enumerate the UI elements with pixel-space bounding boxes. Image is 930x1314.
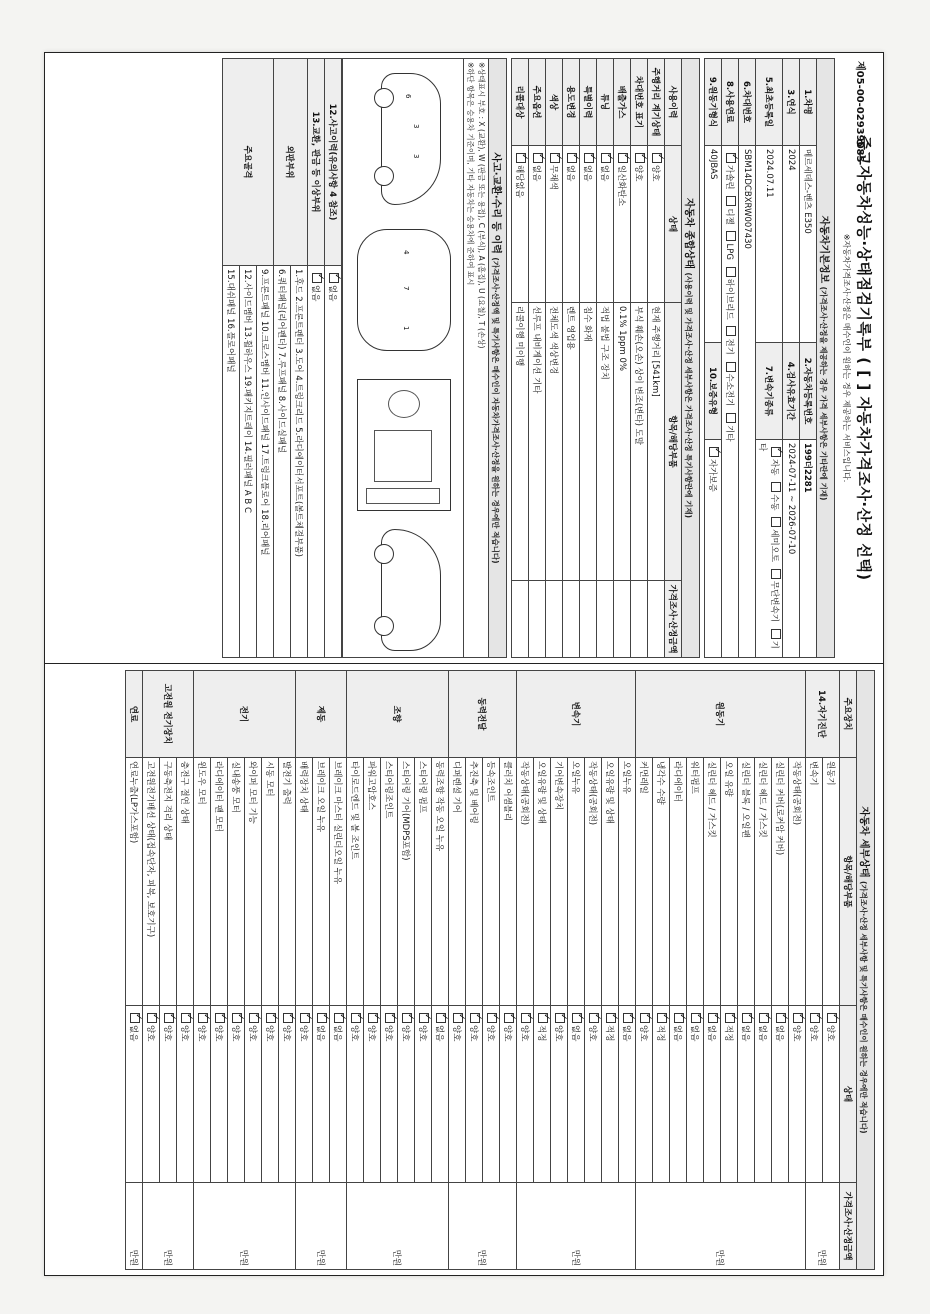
table-row: 실린더 커버(로커암 커버) ✓없음 bbox=[772, 671, 789, 1270]
table-row: 추진축 및 베어링 ✓양호 bbox=[466, 671, 483, 1270]
overview-heading: 자동차 종합상태 (사용이력 및 가격조사·산정 세부사항은 가격조사·산정 특기사항란에 기재) bbox=[682, 59, 700, 658]
table-row: 원동기 작동상태(공회전) ✓양호 만원 bbox=[789, 671, 806, 1270]
table-row: 스티어링조인트 ✓양호 bbox=[381, 671, 398, 1270]
checkbox-icon bbox=[130, 1013, 140, 1023]
checkbox-icon bbox=[351, 1013, 361, 1023]
table-row: 6.차대번호 SBM14DCBXRW007430 bbox=[739, 59, 756, 658]
basic-info-heading: 자동차기본정보 (가격조사·산정을 제공하는 경우 가격 세부사항은 기타란에 기재) bbox=[817, 59, 835, 658]
car-side-left-icon: 3 3 6 bbox=[381, 73, 441, 205]
table-row: 브레이크 오일 누유 ✓없음 bbox=[313, 671, 330, 1270]
accident-table bbox=[463, 58, 507, 658]
table-row: 주행거리 계기상태 ✓양호 현재 주행거리 [541km] bbox=[648, 59, 665, 658]
checkbox-icon bbox=[771, 517, 781, 527]
left-half bbox=[45, 53, 883, 664]
vehicle-diagram bbox=[342, 58, 463, 658]
table-row: 3.연식 2024 4.검사유효기간 2024-07-11 ~ 2026-07-10 bbox=[783, 59, 800, 658]
car-top-icon: 7 4 1 bbox=[357, 229, 451, 351]
table-row: 전기 발전기 출력 ✓양호 만원 bbox=[279, 671, 296, 1270]
transmission-options: ✓자동 수동 세미오토 무단변속기 기타 bbox=[756, 440, 783, 658]
accident-heading: 사고·교환·수리 등 이력 (가격조사·산정액 및 특기사항은 매수인이 자동차가격조사·산정을 원하는 경우에만 적습니다) bbox=[489, 59, 507, 658]
checkbox-icon bbox=[487, 1013, 497, 1023]
table-row: 작동상태(공회전) ✓양호 bbox=[585, 671, 602, 1270]
checkbox-icon bbox=[759, 1013, 769, 1023]
table-row: 제동 브레이크 마스터 실린더오일 누유 ✓없음 만원 bbox=[330, 671, 347, 1270]
checkbox-icon bbox=[726, 231, 736, 241]
car-side-right-icon bbox=[381, 529, 441, 651]
table-row: 기어변속장치 ✓양호 bbox=[551, 671, 568, 1270]
table-row: 디퍼렌셜 기어 ✓양호 bbox=[449, 671, 466, 1270]
checkbox-icon bbox=[742, 1013, 752, 1023]
checkbox-icon bbox=[657, 1013, 667, 1023]
document-number: 제05-00-02939085 bbox=[854, 61, 865, 163]
checkbox-icon bbox=[436, 1013, 446, 1023]
checkbox-icon bbox=[283, 1013, 293, 1023]
checkbox-icon bbox=[584, 153, 594, 163]
checkbox-icon bbox=[652, 153, 662, 163]
checkbox-icon bbox=[334, 1013, 344, 1023]
checkbox-icon bbox=[726, 267, 736, 277]
table-row: 리콜대상 ✓해당없음 리콜이행 미이행 bbox=[512, 59, 529, 658]
table-row: 9.원동기형식 40JBAS 10.보증유형 ✓자가보증 bbox=[705, 59, 722, 658]
checkbox-icon bbox=[618, 153, 628, 163]
detail-heading: 자동차 세부상태 (가격조사·산정 세부사항 및 특기사항은 매수인이 원하는 경우에만 적습니다) bbox=[857, 671, 875, 1270]
table-row: 오일 유량 ✓적정 bbox=[721, 671, 738, 1270]
checkbox-icon bbox=[827, 1013, 837, 1023]
checkbox-icon bbox=[300, 1013, 310, 1023]
checkbox-icon bbox=[368, 1013, 378, 1023]
table-row: 라디에이터 ✓없음 bbox=[670, 671, 687, 1270]
rotated-page bbox=[45, 53, 883, 1275]
overview-rows bbox=[512, 59, 665, 658]
checkbox-icon bbox=[726, 153, 736, 163]
table-row: 오일누유 ✓없음 bbox=[568, 671, 585, 1270]
document-subtitle: ※자동차가격조사·산정은 매수인이 원하는 경우 제공하는 서비스입니다. bbox=[842, 233, 851, 483]
accident-status-table bbox=[222, 58, 342, 658]
checkbox-icon bbox=[725, 1013, 735, 1023]
checkbox-icon bbox=[215, 1013, 225, 1023]
checkbox-icon bbox=[810, 1013, 820, 1023]
table-row: 등속조인트 ✓양호 bbox=[483, 671, 500, 1270]
checkbox-icon bbox=[550, 153, 560, 163]
table-row: 실린더 헤드 / 가스킷 ✓없음 bbox=[755, 671, 772, 1270]
right-half bbox=[45, 665, 883, 1275]
checkbox-icon bbox=[606, 1013, 616, 1023]
fuel-options: ✓가솔린 디젤 LPG 하이브리드 전기 수소전기 기타 bbox=[722, 146, 739, 658]
table-row: 고전원 전기장치 충전구 절연 상태 ✓양호 만원 bbox=[177, 671, 194, 1270]
table-row: 1.차명 메르세데스-벤츠 E350 2.자동차등록번호 199더2281 bbox=[800, 59, 817, 658]
table-row: 용도변경 ✓없음 렌트 영업용 bbox=[563, 59, 580, 658]
table-row: 시동 모터 ✓양호 bbox=[262, 671, 279, 1270]
checkbox-icon bbox=[317, 1013, 327, 1023]
table-row: 연료 연료누출(LP가스포함) ✓없음 만원 bbox=[126, 671, 143, 1270]
checkbox-icon bbox=[589, 1013, 599, 1023]
table-row: 8.사용연료 ✓가솔린 디젤 LPG 하이브리드 전기 수소전기 기타 bbox=[722, 59, 739, 658]
checkbox-icon bbox=[555, 1013, 565, 1023]
checkbox-icon bbox=[674, 1013, 684, 1023]
table-row: 배력장치 상태 ✓양호 bbox=[296, 671, 313, 1270]
table-row: 5.최초등록일 2024.07.11 7.변속기종류 ✓자동 수동 세미오토 무단변속기 기타 bbox=[756, 59, 783, 658]
table-row: 14.자기진단 원동기 ✓양호 만원 bbox=[823, 671, 840, 1270]
checkbox-icon bbox=[771, 482, 781, 492]
checkbox-icon bbox=[623, 1013, 633, 1023]
checkbox-icon bbox=[181, 1013, 191, 1023]
table-row: 조향 동력조향 작동 오일 누유 ✓없음 만원 bbox=[432, 671, 449, 1270]
table-row: 색상 ✓무채색 전체도색 색상변경 bbox=[546, 59, 563, 658]
checkbox-icon bbox=[198, 1013, 208, 1023]
table-row: 스티어링 기어(MDPS포함) ✓양호 bbox=[398, 671, 415, 1270]
checkbox-icon bbox=[726, 413, 736, 423]
checkbox-icon bbox=[709, 447, 719, 457]
checkbox-icon bbox=[521, 1013, 531, 1023]
table-row: 타이로드엔드 및 볼 조인트 ✓양호 bbox=[347, 671, 364, 1270]
checkbox-icon bbox=[533, 153, 543, 163]
table-row: 6.쿼터패널(리어펜더) 7.루프패널 8.사이드실패널 bbox=[274, 59, 291, 658]
checkbox-icon bbox=[793, 1013, 803, 1023]
table-row: 구동축전지 격리 상태 ✓양호 bbox=[160, 671, 177, 1270]
checkbox-icon bbox=[312, 273, 322, 283]
basic-info-table bbox=[704, 58, 835, 658]
table-row: 특별이력 ✓없음 침수 화재 bbox=[580, 59, 597, 658]
table-row: 파워고압호스 ✓양호 bbox=[364, 671, 381, 1270]
table-row: 실내송풍 모터 ✓양호 bbox=[228, 671, 245, 1270]
table-row: 실린더 헤드 / 가스킷 ✓없음 bbox=[704, 671, 721, 1270]
table-row: 스티어링 펌프 ✓양호 bbox=[415, 671, 432, 1270]
checkbox-icon bbox=[504, 1013, 514, 1023]
table-row: 변속기 오일누유 ✓없음 만원 bbox=[619, 671, 636, 1270]
accident-legend: ※상태표시 부호 : X (교환), W (판금 또는 용접), C (부식), A (흠집), U (요철), T (손상) ※하단 항목은 승용차 기준이며, 기타 자동차는 승용차에 준하여 표시 bbox=[464, 59, 489, 658]
table-row: 변속기 ✓양호 bbox=[806, 671, 823, 1270]
table-row: 13.교환, 판금 등 이상부위 ✓없음 bbox=[308, 59, 325, 658]
table-row: 오일유량 및 상태 ✓적정 bbox=[534, 671, 551, 1270]
table-row: 차대번호 표기 ✓양호 부식 훼손(오손) 상이 변조(변타) 도말 bbox=[631, 59, 648, 658]
checkbox-icon bbox=[232, 1013, 242, 1023]
checkbox-icon bbox=[266, 1013, 276, 1023]
table-row: 실린더 블록 / 오일팬 ✓없음 bbox=[738, 671, 755, 1270]
checkbox-icon bbox=[164, 1013, 174, 1023]
checkbox-icon bbox=[453, 1013, 463, 1023]
table-row: 배출가스 ✓일산화탄소 0.1% 1ppm 0% bbox=[614, 59, 631, 658]
table-row: 윈도우 모터 ✓양호 bbox=[194, 671, 211, 1270]
table-row: 주요골격 9.프론트패널 10.크로스멤버 11.인사이드패널 17.트렁크플로어 18.리어패널 bbox=[257, 59, 274, 658]
checkbox-icon bbox=[708, 1013, 718, 1023]
checkbox-icon bbox=[516, 153, 526, 163]
overview-table: 자동차 종합상태 (사용이력 및 가격조사·산정 세부사항은 가격조사·산정 특기사항란에 기재) 사용이력 상태 항목/해당부품 가격조사·산정금액 주행거리 계기상태 ✓양호 현재 주행거리 [541km] 차대번호 표기 ✓양호 부식 훼손(오손) 상이 변조(변타) 도말 배출가스 ✓일산화탄소 0.1% 1ppm 0% 튜닝 ✓없음 적법 불법 구조 장치 특별이력 ✓없음 침수 화재 용도변경 ✓없음 렌트 영업용 색상 ✓무채색 전체도색 색상변경 주요옵션 ✓없음 선루프 내비게이션 기타 리콜대상 ✓해당없음 리콜이행 미이행 bbox=[511, 58, 700, 658]
checkbox-icon bbox=[419, 1013, 429, 1023]
detail-table: 자동차 세부상태 (가격조사·산정 세부사항 및 특기사항은 매수인이 원하는 경우에만 적습니다) 주요장치 항목/해당부품 상태 가격조사·산정금액 14.자기진단 원동기 ✓양호 만원 변속기 ✓양호 원동기 작동상태(공회전) ✓양호 만원 실린더 커버(로커암 커버) ✓없음 실린더 헤드 / 가스킷 ✓없음 실린더 블록 / 오일팬 ✓없음 오일 유량 ✓적정 실린더 헤드 / 가스킷 ✓없음 워터펌프 ✓없음 라디에이터 ✓없음 냉각수 수량 ✓적정 커먼레일 ✓양호 변속기 오일누유 ✓없음 만원 오일유량 및 상태 ✓적정 작동상태(공회전) ✓양호 오일누유 ✓없음 기어변속장치 ✓양호 오일유량 및 상태 ✓적정 작동상태(공회전) ✓양호 동력전달 클러치 어셈블리 ✓양호 만원 등속조인트 ✓양호 추진축 및 베어링 ✓양호 디퍼렌셜 기어 ✓양호 조향 동력조향 작동 오일 누유 ✓없음 만원 스티어링 펌프 ✓양호 스티어링 기어(MDPS포함) ✓양호 스티어링조인트 ✓양호 파워고압호스 ✓양호 타이로드엔드 및 볼 조인트 ✓양호 제동 브레이크 마스터 실린더오일 누유 ✓없음 만원 브레이크 오일 누유 ✓없음 배력장치 상태 ✓양호 전기 발전기 출력 ✓양호 만원 시동 모터 ✓양호 와이퍼 모터 기능 ✓양호 실내송풍 모터 ✓양호 라디에이터 팬 모터 ✓양호 윈도우 모터 ✓양호 고전원 전기장치 충전구 절연 상태 ✓양호 만원 구동축전지 격리 상태 ✓양호 고전원전기배선 상태(접속단자, 피복, 보호기구) ✓양호 연료 연료누출(LP가스포함) ✓없음 만원 bbox=[125, 670, 875, 1270]
checkbox-icon bbox=[771, 629, 781, 639]
checkbox-icon bbox=[329, 273, 339, 283]
checkbox-icon bbox=[147, 1013, 157, 1023]
checkbox-icon bbox=[538, 1013, 548, 1023]
car-frame-icon bbox=[357, 379, 451, 511]
checkbox-icon bbox=[572, 1013, 582, 1023]
checkbox-icon bbox=[470, 1013, 480, 1023]
table-row: 작동상태(공회전) ✓양호 bbox=[517, 671, 534, 1270]
table-row: 커먼레일 ✓양호 bbox=[636, 671, 653, 1270]
table-row: 고전원전기배선 상태(접속단자, 피복, 보호기구) ✓양호 bbox=[143, 671, 160, 1270]
table-row: 동력전달 클러치 어셈블리 ✓양호 만원 bbox=[500, 671, 517, 1270]
checkbox-icon bbox=[691, 1013, 701, 1023]
checkbox-icon bbox=[635, 153, 645, 163]
checkbox-icon bbox=[726, 326, 736, 336]
checkbox-icon bbox=[402, 1013, 412, 1023]
table-row: 12.사이드멤버 13.휠하우스 19.패키지트레이 14.필러패널 A B C bbox=[240, 59, 257, 658]
checkbox-icon bbox=[726, 362, 736, 372]
detail-rows bbox=[126, 671, 840, 1270]
table-row: 15.대쉬패널 16.플로어패널 bbox=[223, 59, 240, 658]
table-row: 외판부위 1.후드 2.프론트펜더 3.도어 4.트렁크리드 5.라디에이터서포트(볼트체결부품) bbox=[291, 59, 308, 658]
checkbox-icon bbox=[726, 196, 736, 206]
checkbox-icon bbox=[601, 153, 611, 163]
document-title: 중고자동차성능·상태점검기록부 ( [ ] 자동차가격조사·산정 선택) bbox=[855, 135, 873, 581]
checkbox-icon bbox=[771, 569, 781, 579]
checkbox-icon bbox=[567, 153, 577, 163]
table-row: 워터펌프 ✓없음 bbox=[687, 671, 704, 1270]
checkbox-icon bbox=[771, 447, 781, 457]
table-row: 12.사고이력(유의사항 4 참조) ✓없음 bbox=[325, 59, 342, 658]
checkbox-icon bbox=[776, 1013, 786, 1023]
checkbox-icon bbox=[249, 1013, 259, 1023]
table-row: 튜닝 ✓없음 적법 불법 구조 장치 bbox=[597, 59, 614, 658]
checkbox-icon bbox=[385, 1013, 395, 1023]
table-row: 라디에이터 팬 모터 ✓양호 bbox=[211, 671, 228, 1270]
table-row: 오일유량 및 상태 ✓적정 bbox=[602, 671, 619, 1270]
checkbox-icon bbox=[640, 1013, 650, 1023]
table-row: 주요옵션 ✓없음 선루프 내비게이션 기타 bbox=[529, 59, 546, 658]
table-row: 와이퍼 모터 기능 ✓양호 bbox=[245, 671, 262, 1270]
document-paper bbox=[44, 52, 884, 1276]
table-row: 냉각수 수량 ✓적정 bbox=[653, 671, 670, 1270]
